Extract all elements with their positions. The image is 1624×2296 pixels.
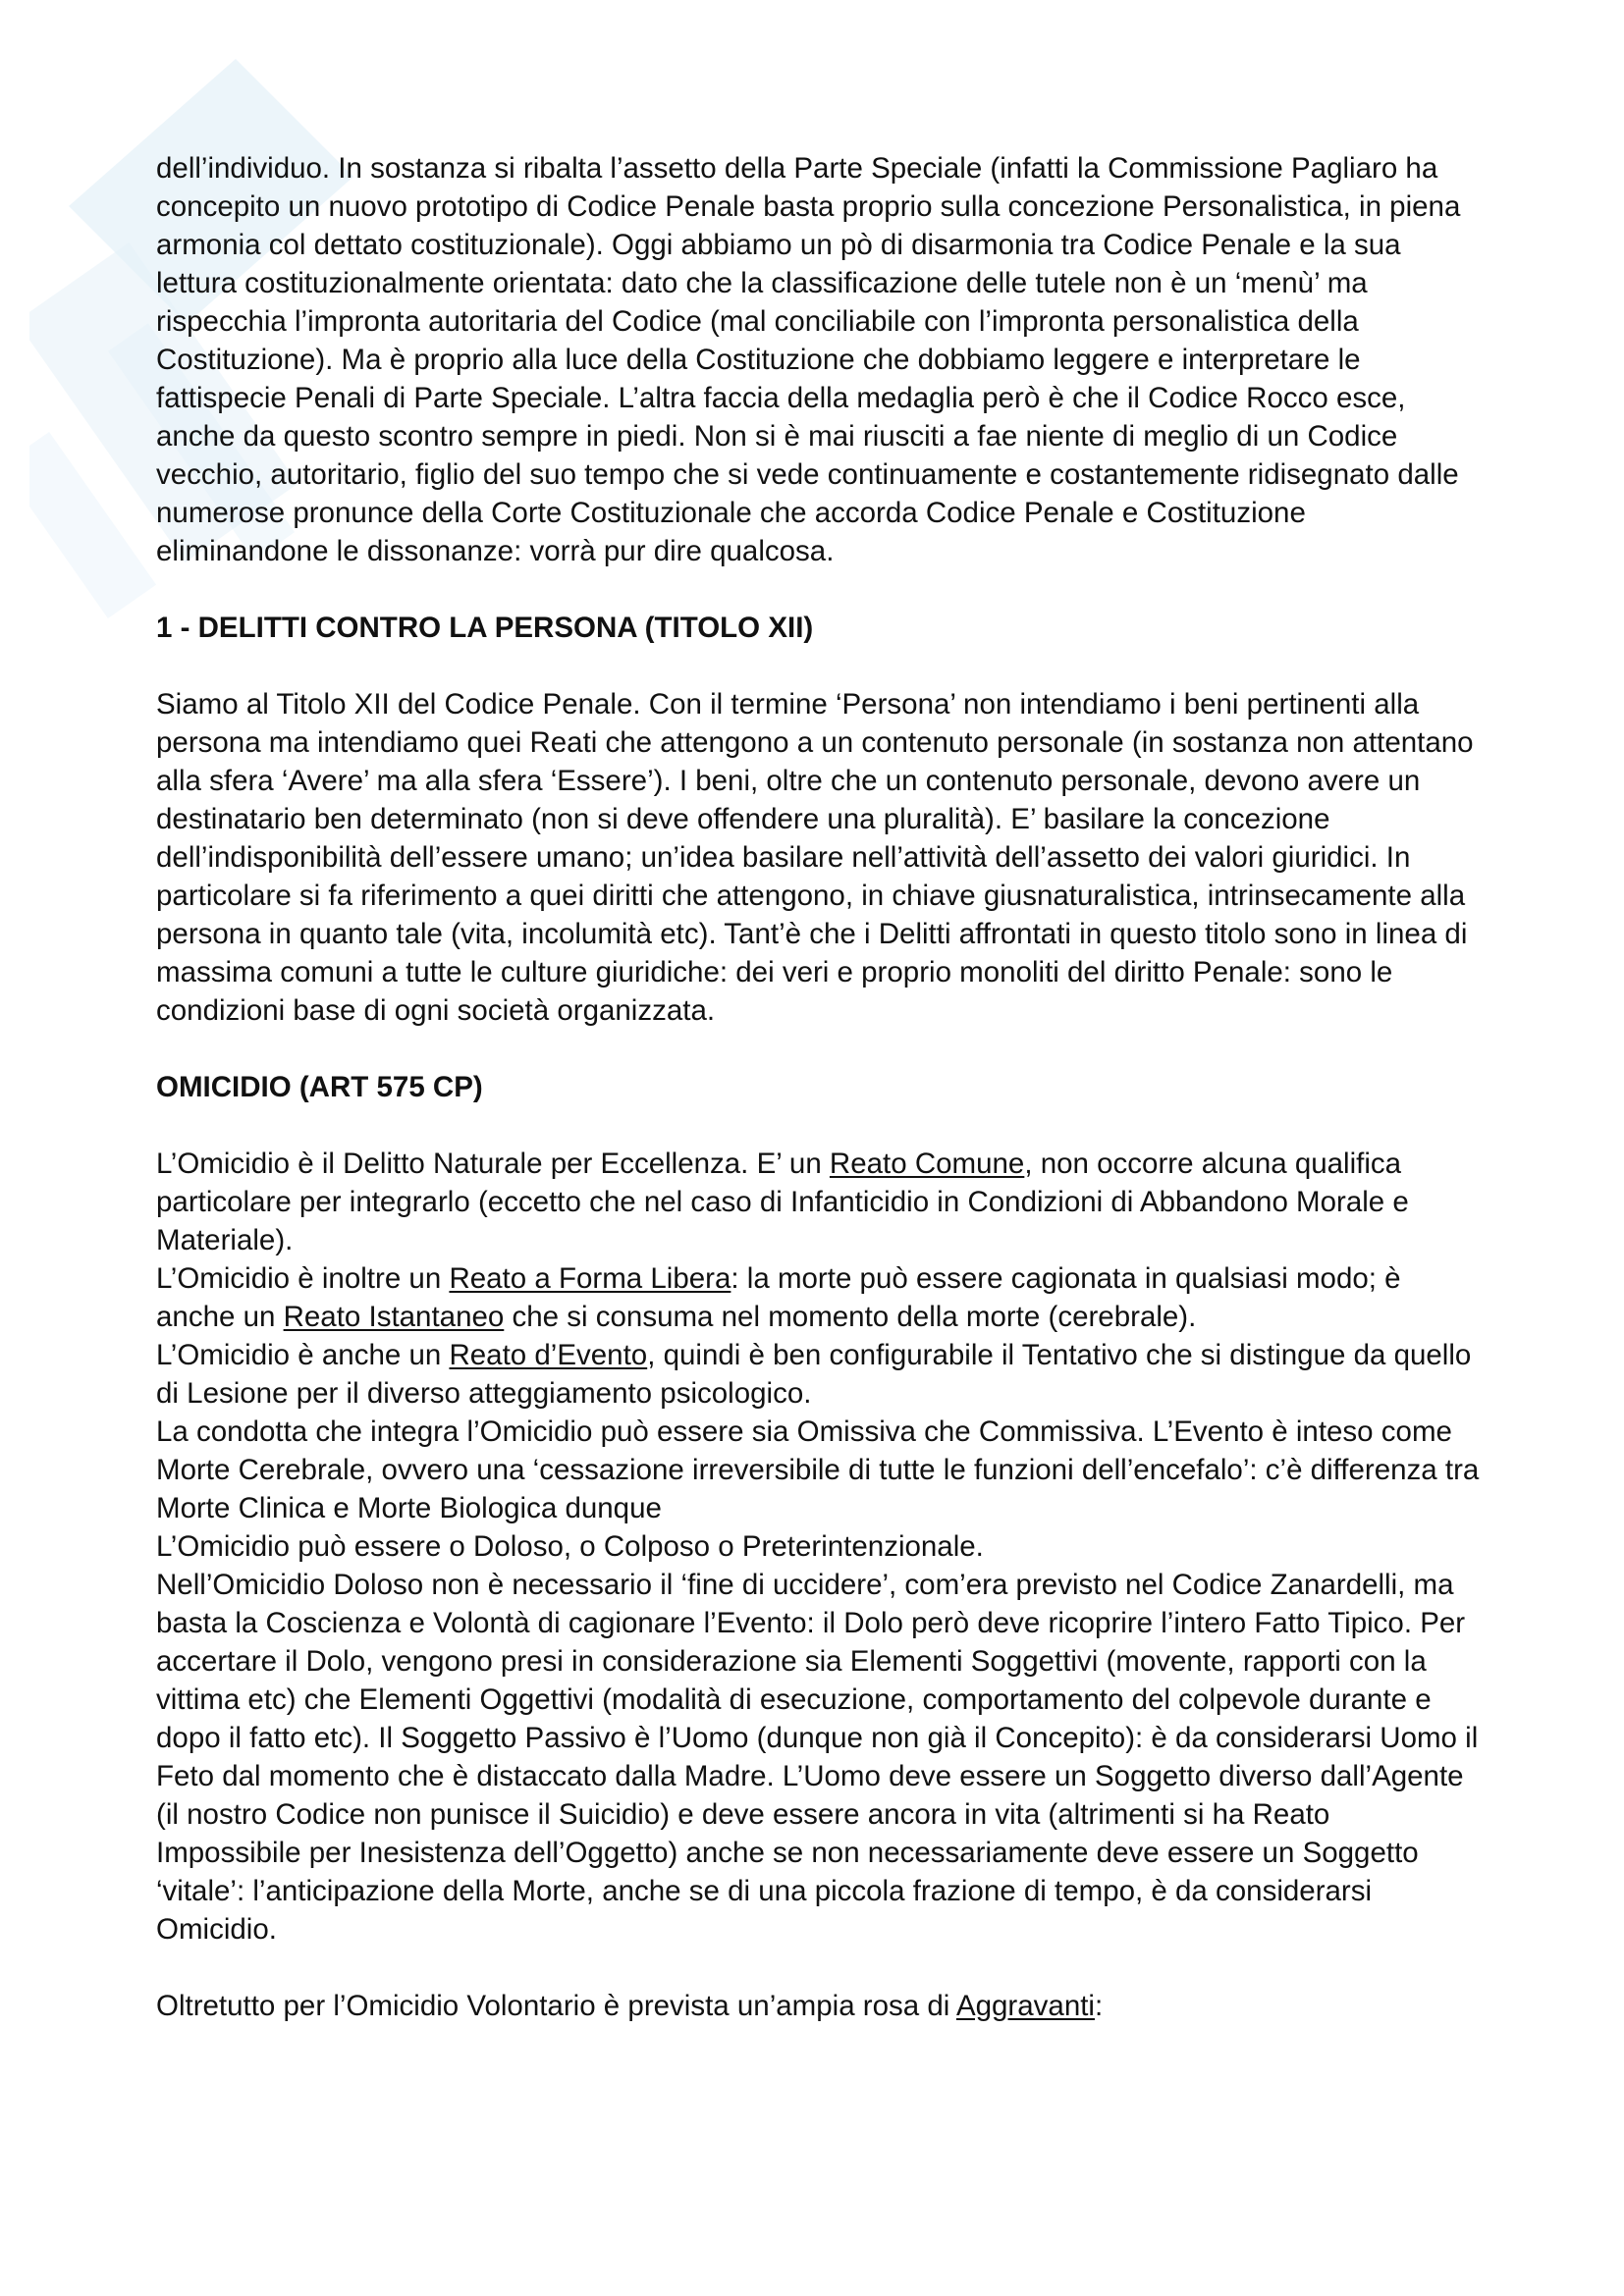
term-reato-forma-libera: Reato a Forma Libera	[449, 1262, 731, 1295]
section-heading-delitti: 1 - DELITTI CONTRO LA PERSONA (TITOLO XII)	[156, 612, 814, 644]
omicidio-paragraph-2: L’Omicidio è inoltre un Reato a Forma Libera: la morte può essere cagionata in qualsiasi modo; è anche un Reato Istantaneo che si consuma nel momento della morte (cerebrale).	[156, 1262, 1401, 1333]
delitti-paragraph: Siamo al Titolo XII del Codice Penale. Con il termine ‘Persona’ non intendiamo i beni pertinenti alla persona ma intendiamo quei Reati che attengono a un contenuto personale (in sostanza non attentano alla sfera ‘Avere’ ma alla sfera ‘Essere’). I beni, oltre che un contenuto personale, devono avere un destinatario ben determinato (non si deve offendere una pluralità). E’ basilare la concezione dell’indisponibilità dell’essere umano; un’idea basilare nell’attività dell’assetto dei valori giuridici. In particolare si fa riferimento a quei diritti che attengono, in chiave giusnaturalistica, intrinsecamente alla persona in quanto tale (vita, incolumità etc). Tant’è che i Delitti affrontati in questo titolo sono in linea di massima comuni a tutte le culture giuridiche: dei veri e proprio monoliti del diritto Penale: sono le condizioni base di ogni società organizzata.	[156, 688, 1474, 1027]
document-page	[156, 149, 1482, 2025]
omicidio-paragraph-6: Nell’Omicidio Doloso non è necessario il ‘fine di uccidere’, com’era previsto nel Codice Zanardelli, ma basta la Coscienza e Volontà di cagionare l’Evento: il Dolo però deve ricoprire l’intero Fatto Tipico. Per accertare il Dolo, vengono presi in considerazione sia Elementi Soggettivi (movente, rapporti con la vittima etc) che Elementi Oggettivi (modalità di esecuzione, comportamento del colpevole durante e dopo il fatto etc). Il Soggetto Passivo è l’Uomo (dunque non già il Concepito): è da considerarsi Uomo il Feto dal momento che è distaccato dalla Madre. L’Uomo deve essere un Soggetto diverso dall’Agente (il nostro Codice non punisce il Suicidio) e deve essere ancora in vita (altrimenti si ha Reato Impossibile per Inesistenza dell’Oggetto) anche se non necessariamente deve essere un Soggetto ‘vitale’: l’anticipazione della Morte, anche se di una piccola frazione di tempo, è da considerarsi Omicidio.	[156, 1569, 1479, 1946]
omicidio-paragraph-3: L’Omicidio è anche un Reato d’Evento, quindi è ben configurabile il Tentativo che si distingue da quello di Lesione per il diverso atteggiamento psicologico.	[156, 1339, 1472, 1410]
omicidio-paragraph-1: L’Omicidio è il Delitto Naturale per Eccellenza. E’ un Reato Comune, non occorre alcuna qualifica particolare per integrarlo (eccetto che nel caso di Infanticidio in Condizioni di Abbandono Morale e Materiale).	[156, 1148, 1409, 1256]
term-aggravanti: Aggravanti	[955, 1990, 1095, 2022]
term-reato-evento: Reato d’Evento	[449, 1339, 648, 1371]
omicidio-paragraph-7: Oltretutto per l’Omicidio Volontario è prevista un’ampia rosa di Aggravanti:	[156, 1990, 1104, 2022]
intro-paragraph: dell’individuo. In sostanza si ribalta l’assetto della Parte Speciale (infatti la Commissione Pagliaro ha concepito un nuovo prototipo di Codice Penale basta proprio sulla concezione Personalistica, in piena armonia col dettato costituzionale). Oggi abbiamo un pò di disarmonia tra Codice Penale e la sua lettura costituzionalmente orientata: dato che la classificazione delle tutele non è un ‘menù’ ma rispecchia l’impronta autoritaria del Codice (mal conciliabile con l’impronta personalistica della Costituzione). Ma è proprio alla luce della Costituzione che dobbiamo leggere e interpretare le fattispecie Penali di Parte Speciale. L’altra faccia della medaglia però è che il Codice Rocco esce, anche da questo scontro sempre in piedi. Non si è mai riusciti a fae niente di meglio di un Codice vecchio, autoritario, figlio del suo tempo che si vede continuamente e costantemente ridisegnato dalle numerose pronunce della Corte Costituzionale che accorda Codice Penale e Costituzione eliminandone le dissonanze: vorrà pur dire qualcosa.	[156, 152, 1461, 567]
omicidio-paragraph-4: La condotta che integra l’Omicidio può essere sia Omissiva che Commissiva. L’Evento è inteso come Morte Cerebrale, ovvero una ‘cessazione irreversibile di tutte le funzioni dell’encefalo’: c’è differenza tra Morte Clinica e Morte Biologica dunque	[156, 1415, 1480, 1524]
term-reato-comune: Reato Comune	[829, 1148, 1025, 1180]
term-reato-istantaneo: Reato Istantaneo	[283, 1301, 505, 1333]
section-heading-omicidio: OMICIDIO (ART 575 CP)	[156, 1071, 483, 1103]
omicidio-paragraph-5: L’Omicidio può essere o Doloso, o Colposo o Preterintenzionale.	[156, 1530, 984, 1563]
